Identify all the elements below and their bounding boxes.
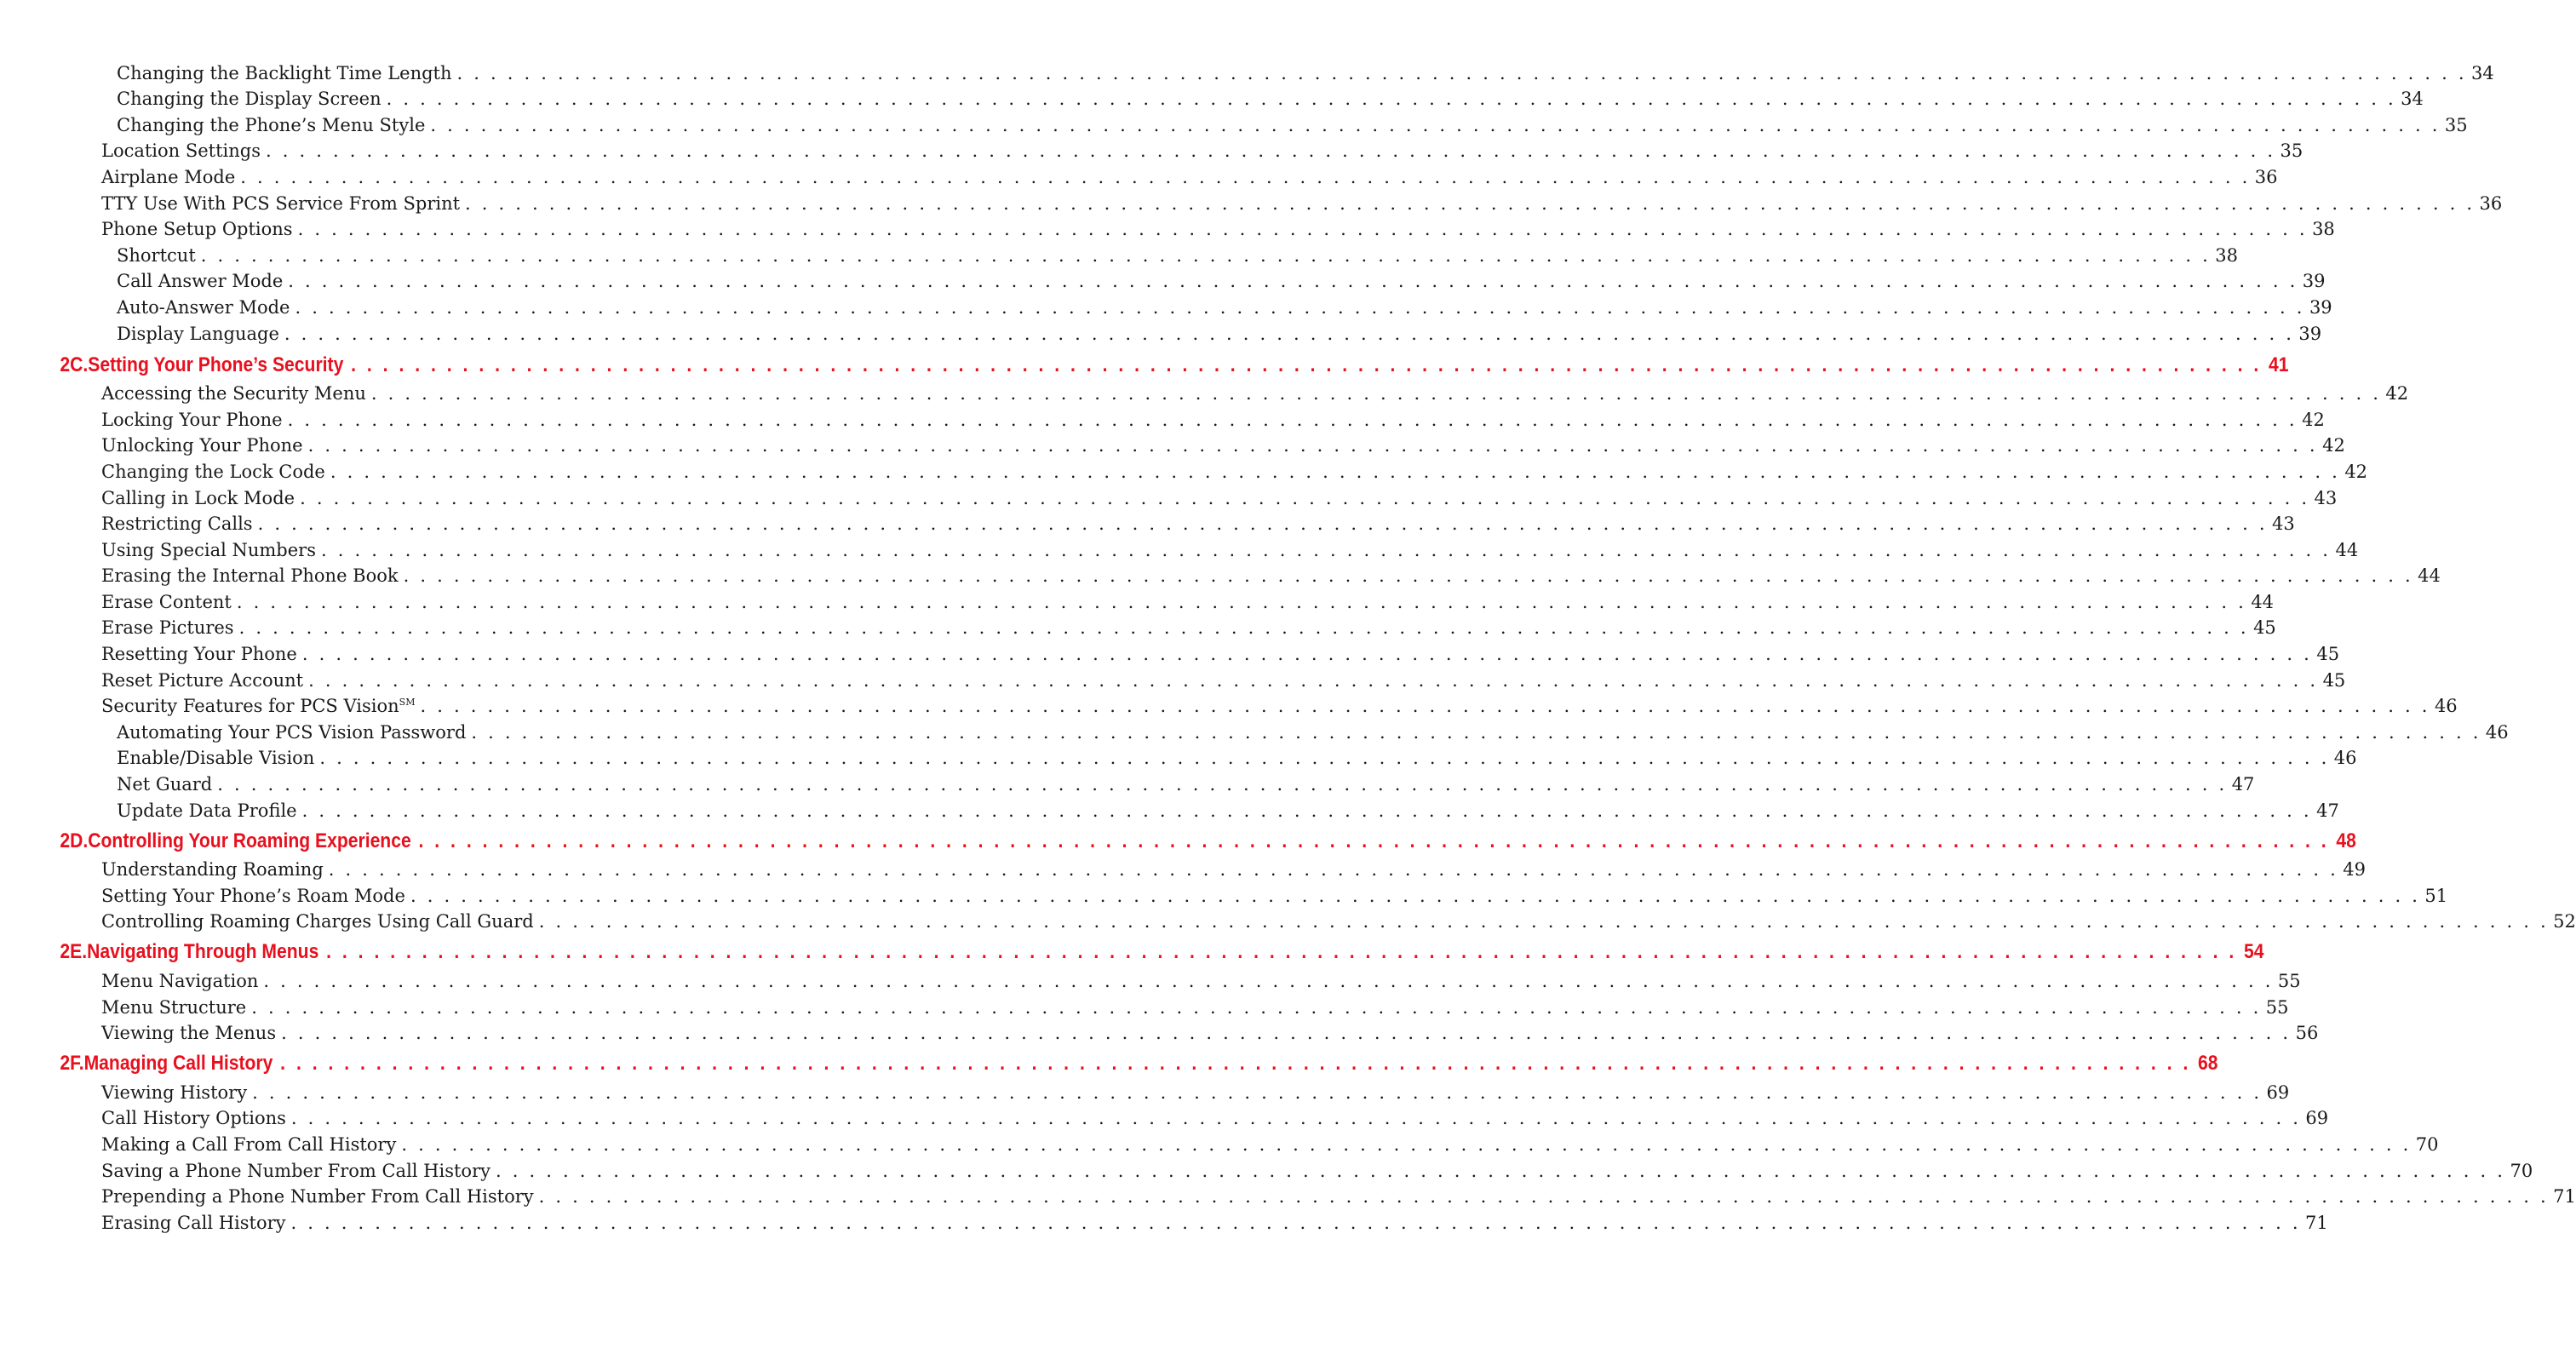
toc-subentry[interactable] <box>0 320 2322 347</box>
dot-leader: . . . . . . . . . . . . . . . . . . . . . . . . . . . . . . . . . . . . . . . . . . . . . . . . . . . . . . . . . . . . . . . . . . . . . . . . . . . . . . . . . . . . . . . . . . . . . . . . . . . . . . . . . . . . . . . . . . . . . . . . <box>403 565 2413 587</box>
toc-entry-title <box>117 800 297 821</box>
dot-leader: . . . . . . . . . . . . . . . . . . . . . . . . . . . . . . . . . . . . . . . . . . . . . . . . . . . . . . . . . . . . . . . . . . . . . . . . . . . . . . . . . . . . . . . . . . . . . . . . . . . . . . . . . . . . . . . . . . . . . . . . <box>319 748 2330 769</box>
dot-leader: . . . . . . . . . . . . . . . . . . . . . . . . . . . . . . . . . . . . . . . . . . . . . . . . . . . . . . . . . . . . . . . . . . . . . . . . . . . . . . . . . . . . . . . . . . . . . . . . . . . . . . . . . . . . . . . . . . . . . . . . <box>280 1052 2191 1076</box>
toc-section-heading[interactable] <box>0 350 2289 381</box>
section-number: 2D. <box>60 829 89 852</box>
toc-entry-title-text: Resetting Your Phone <box>101 644 297 665</box>
toc-entry-title <box>101 410 283 430</box>
toc-entry-title-text: Changing the Phone’s Menu Style <box>117 114 426 135</box>
dot-leader: . . . . . . . . . . . . . . . . . . . . . . . . . . . . . . . . . . . . . . . . . . . . . . . . . . . . . . . . . . . . . . . . . . . . . . . . . . . . . . . . . . . . . . . . . . . . . . . . . . . . . . . . . . . . . . . . . . . . . . . . <box>252 1081 2263 1103</box>
toc-entry-title <box>101 540 316 560</box>
toc-entry[interactable] <box>0 615 2276 641</box>
toc-entry-title-text: Reset Picture Account <box>101 669 304 691</box>
dot-leader: . . . . . . . . . . . . . . . . . . . . . . . . . . . . . . . . . . . . . . . . . . . . . . . . . . . . . . . . . . . . . . . . . . . . . . . . . . . . . . . . . . . . . . . . . . . . . . . . . . . . . . . . . . . . . . . . . . . . . . . . <box>326 940 2237 964</box>
page-number: 42 <box>2322 435 2345 456</box>
toc-entry-title <box>101 513 253 534</box>
toc-entry-title-text: Making a Call From Call History <box>101 1133 397 1155</box>
page-number: 45 <box>2316 644 2340 665</box>
toc-entry[interactable] <box>0 536 2359 563</box>
toc-section-heading[interactable] <box>0 1048 2218 1079</box>
toc-entry[interactable] <box>0 485 2338 511</box>
toc-entry[interactable] <box>0 857 2366 883</box>
toc-entry-title <box>117 115 425 135</box>
dot-leader: . . . . . . . . . . . . . . . . . . . . . . . . . . . . . . . . . . . . . . . . . . . . . . . . . . . . . . . . . . . . . . . . . . . . . . . . . . . . . . . . . . . . . . . . . . . . . . . . . . . . . . . . . . . . . . . . . . . . . . . . <box>238 617 2249 639</box>
page-number: 38 <box>2215 244 2238 266</box>
page-number: 43 <box>2272 513 2295 535</box>
dot-leader: . . . . . . . . . . . . . . . . . . . . . . . . . . . . . . . . . . . . . . . . . . . . . . . . . . . . . . . . . . . . . . . . . . . . . . . . . . . . . . . . . . . . . . . . . . . . . . . . . . . . . . . . . . . . . . . . . . . . . . . . <box>297 219 2308 240</box>
toc-entry[interactable] <box>0 511 2295 537</box>
page-number: 42 <box>2385 383 2409 404</box>
page-number: 36 <box>2479 192 2503 214</box>
dot-leader: . . . . . . . . . . . . . . . . . . . . . . . . . . . . . . . . . . . . . . . . . . . . . . . . . . . . . . . . . . . . . . . . . . . . . . . . . . . . . . . . . . . . . . . . . . . . . . . . . . . . . . . . . . . . . . . . . . . . . . . . <box>300 487 2310 508</box>
page-number: 54 <box>2243 940 2264 964</box>
toc-entry-title <box>101 462 325 482</box>
page-number: 44 <box>2251 591 2275 612</box>
toc-entry-title-text: Net Guard <box>117 774 213 795</box>
toc-entry-title <box>101 141 261 161</box>
page-number: 70 <box>2510 1160 2533 1181</box>
toc-entry-title-text: Setting Your Phone’s Roam Mode <box>101 885 405 906</box>
toc-entry-title <box>101 997 246 1018</box>
toc-entry-title-text: Calling in Lock Mode <box>101 487 295 508</box>
page-number: 45 <box>2253 617 2276 639</box>
toc-entry-title-text: Managing Call History <box>83 1052 273 1076</box>
page-number: 47 <box>2316 800 2339 821</box>
toc-entry-title-text: Locking Your Phone <box>101 409 283 430</box>
page-number: 39 <box>2298 323 2322 344</box>
toc-entry-title <box>117 63 452 83</box>
toc-entry-title <box>101 617 234 638</box>
toc-subentry[interactable] <box>0 60 2494 86</box>
dot-leader: . . . . . . . . . . . . . . . . . . . . . . . . . . . . . . . . . . . . . . . . . . . . . . . . . . . . . . . . . . . . . . . . . . . . . . . . . . . . . . . . . . . . . . . . . . . . . . . . . . . . . . . . . . . . . . . . . . . . . . . . <box>456 62 2467 83</box>
dot-leader: . . . . . . . . . . . . . . . . . . . . . . . . . . . . . . . . . . . . . . . . . . . . . . . . . . . . . . . . . . . . . . . . . . . . . . . . . . . . . . . . . . . . . . . . . . . . . . . . . . . . . . . . . . . . . . . . . . . . . . . . <box>410 885 2421 906</box>
toc-subentry[interactable] <box>0 268 2326 295</box>
toc-entry[interactable] <box>0 563 2441 589</box>
page-number: 55 <box>2265 996 2289 1018</box>
toc-entry-title-text: Auto-Answer Mode <box>117 296 290 318</box>
toc-entry-title <box>101 592 232 612</box>
page-number: 69 <box>2305 1108 2329 1129</box>
toc-subentry[interactable] <box>0 112 2468 138</box>
toc-entry-title-text: Changing the Display Screen <box>117 89 382 110</box>
toc-entry[interactable] <box>0 588 2275 615</box>
toc-subentry[interactable] <box>0 86 2424 112</box>
toc-entry-title-text: Erasing Call History <box>101 1212 286 1233</box>
toc-entry-title-text: Shortcut <box>117 244 196 266</box>
toc-entry-title-text: Viewing the Menus <box>101 1023 277 1044</box>
toc-entry-title-text: Restricting Calls <box>101 513 253 535</box>
toc-entry-title <box>101 696 415 716</box>
toc-entry-title <box>117 297 290 318</box>
page-number: 47 <box>2231 774 2255 795</box>
section-number: 2C. <box>60 353 89 376</box>
page-number: 44 <box>2335 539 2359 560</box>
toc-entry[interactable] <box>0 967 2301 994</box>
toc-subentry[interactable] <box>0 797 2339 823</box>
dot-leader: . . . . . . . . . . . . . . . . . . . . . . . . . . . . . . . . . . . . . . . . . . . . . . . . . . . . . . . . . . . . . . . . . . . . . . . . . . . . . . . . . . . . . . . . . . . . . . . . . . . . . . . . . . . . . . . . . . . . . . . . <box>307 435 2318 456</box>
dot-leader: . . . . . . . . . . . . . . . . . . . . . . . . . . . . . . . . . . . . . . . . . . . . . . . . . . . . . . . . . . . . . . . . . . . . . . . . . . . . . . . . . . . . . . . . . . . . . . . . . . . . . . . . . . . . . . . . . . . . . . . . <box>430 114 2441 135</box>
dot-leader: . . . . . . . . . . . . . . . . . . . . . . . . . . . . . . . . . . . . . . . . . . . . . . . . . . . . . . . . . . . . . . . . . . . . . . . . . . . . . . . . . . . . . . . . . . . . . . . . . . . . . . . . . . . . . . . . . . . . . . . . <box>370 383 2382 404</box>
toc-entry-title-text: Erase Pictures <box>101 617 234 639</box>
dot-leader: . . . . . . . . . . . . . . . . . . . . . . . . . . . . . . . . . . . . . . . . . . . . . . . . . . . . . . . . . . . . . . . . . . . . . . . . . . . . . . . . . . . . . . . . . . . . . . . . . . . . . . . . . . . . . . . . . . . . . . . . <box>236 591 2247 612</box>
dot-leader: . . . . . . . . . . . . . . . . . . . . . . . . . . . . . . . . . . . . . . . . . . . . . . . . . . . . . . . . . . . . . . . . . . . . . . . . . . . . . . . . . . . . . . . . . . . . . . . . . . . . . . . . . . . . . . . . . . . . . . . . <box>420 696 2430 717</box>
toc-entry-title-text: Changing the Lock Code <box>101 461 325 482</box>
page-number: 42 <box>2344 461 2368 482</box>
page-number: 39 <box>2302 271 2326 292</box>
dot-leader: . . . . . . . . . . . . . . . . . . . . . . . . . . . . . . . . . . . . . . . . . . . . . . . . . . . . . . . . . . . . . . . . . . . . . . . . . . . . . . . . . . . . . . . . . . . . . . . . . . . . . . . . . . . . . . . . . . . . . . . . <box>538 911 2549 932</box>
page-number: 36 <box>2254 166 2278 187</box>
toc-entry[interactable] <box>0 640 2340 667</box>
toc-entry-title-text: TTY Use With PCS Service From Sprint <box>101 192 461 214</box>
dot-leader: . . . . . . . . . . . . . . . . . . . . . . . . . . . . . . . . . . . . . . . . . . . . . . . . . . . . . . . . . . . . . . . . . . . . . . . . . . . . . . . . . . . . . . . . . . . . . . . . . . . . . . . . . . . . . . . . . . . . . . . . <box>301 644 2313 665</box>
page-number: 70 <box>2415 1133 2439 1155</box>
toc-entry-title <box>117 722 466 743</box>
toc-entry-title <box>101 644 297 664</box>
toc-entry-title <box>101 1186 534 1207</box>
toc-entry-title <box>101 219 293 239</box>
dot-leader: . . . . . . . . . . . . . . . . . . . . . . . . . . . . . . . . . . . . . . . . . . . . . . . . . . . . . . . . . . . . . . . . . . . . . . . . . . . . . . . . . . . . . . . . . . . . . . . . . . . . . . . . . . . . . . . . . . . . . . . . <box>538 1186 2549 1208</box>
toc-entry-title-text: Automating Your PCS Vision Password <box>117 721 467 743</box>
dot-leader: . . . . . . . . . . . . . . . . . . . . . . . . . . . . . . . . . . . . . . . . . . . . . . . . . . . . . . . . . . . . . . . . . . . . . . . . . . . . . . . . . . . . . . . . . . . . . . . . . . . . . . . . . . . . . . . . . . . . . . . . <box>281 1023 2292 1044</box>
page-number: 48 <box>2336 829 2356 852</box>
dot-leader: . . . . . . . . . . . . . . . . . . . . . . . . . . . . . . . . . . . . . . . . . . . . . . . . . . . . . . . . . . . . . . . . . . . . . . . . . . . . . . . . . . . . . . . . . . . . . . . . . . . . . . . . . . . . . . . . . . . . . . . . <box>240 166 2251 187</box>
toc-entry[interactable] <box>0 1020 2319 1047</box>
toc-entry[interactable] <box>0 406 2325 433</box>
dot-leader: . . . . . . . . . . . . . . . . . . . . . . . . . . . . . . . . . . . . . . . . . . . . . . . . . . . . . . . . . . . . . . . . . . . . . . . . . . . . . . . . . . . . . . . . . . . . . . . . . . . . . . . . . . . . . . . . . . . . . . . . <box>418 829 2330 852</box>
toc-entry[interactable] <box>0 164 2278 190</box>
toc-entry-title <box>117 748 314 768</box>
toc-entry-title <box>84 1052 273 1076</box>
page-number: 34 <box>2470 62 2494 83</box>
toc-entry[interactable] <box>0 994 2289 1020</box>
toc-entry-title-text: Enable/Disable Vision <box>117 748 315 769</box>
page-number: 71 <box>2553 1186 2576 1208</box>
dot-leader: . . . . . . . . . . . . . . . . . . . . . . . . . . . . . . . . . . . . . . . . . . . . . . . . . . . . . . . . . . . . . . . . . . . . . . . . . . . . . . . . . . . . . . . . . . . . . . . . . . . . . . . . . . . . . . . . . . . . . . . . <box>288 271 2298 292</box>
toc-entry-title <box>101 1108 286 1128</box>
page-number: 42 <box>2302 409 2325 430</box>
section-number: 2E. <box>60 940 88 964</box>
dot-leader: . . . . . . . . . . . . . . . . . . . . . . . . . . . . . . . . . . . . . . . . . . . . . . . . . . . . . . . . . . . . . . . . . . . . . . . . . . . . . . . . . . . . . . . . . . . . . . . . . . . . . . . . . . . . . . . . . . . . . . . . <box>284 323 2295 344</box>
toc-entry-title <box>101 435 303 456</box>
toc-entry[interactable] <box>0 882 2448 909</box>
service-mark: SM <box>399 697 416 709</box>
toc-entry[interactable] <box>0 1105 2329 1132</box>
dot-leader: . . . . . . . . . . . . . . . . . . . . . . . . . . . . . . . . . . . . . . . . . . . . . . . . . . . . . . . . . . . . . . . . . . . . . . . . . . . . . . . . . . . . . . . . . . . . . . . . . . . . . . . . . . . . . . . . . . . . . . . . <box>308 669 2319 691</box>
dot-leader: . . . . . . . . . . . . . . . . . . . . . . . . . . . . . . . . . . . . . . . . . . . . . . . . . . . . . . . . . . . . . . . . . . . . . . . . . . . . . . . . . . . . . . . . . . . . . . . . . . . . . . . . . . . . . . . . . . . . . . . . <box>295 296 2305 318</box>
toc-entry-title <box>101 383 366 404</box>
toc-entry-title-text: Understanding Roaming <box>101 859 324 881</box>
toc-entry-title <box>101 971 258 991</box>
toc-entry-title-text: Menu Structure <box>101 996 247 1018</box>
page-number: 41 <box>2269 353 2289 376</box>
toc-entry[interactable] <box>0 667 2346 693</box>
toc-entry-title-text: Erasing the Internal Phone Book <box>101 565 399 587</box>
toc-entry-title-text: Navigating Through Menus <box>87 940 319 964</box>
toc-subentry[interactable] <box>0 771 2255 797</box>
toc-entry[interactable] <box>0 1157 2533 1184</box>
toc-entry-title-text: Accessing the Security Menu <box>101 383 366 404</box>
toc-entry-title <box>101 1023 276 1043</box>
toc-entry[interactable] <box>0 693 2458 720</box>
toc-entry-title <box>117 324 279 344</box>
toc-entry-title-text: Update Data Profile <box>117 800 297 821</box>
toc-entry-title-text: Security Features for PCS Vision <box>101 696 399 717</box>
dot-leader: . . . . . . . . . . . . . . . . . . . . . . . . . . . . . . . . . . . . . . . . . . . . . . . . . . . . . . . . . . . . . . . . . . . . . . . . . . . . . . . . . . . . . . . . . . . . . . . . . . . . . . . . . . . . . . . . . . . . . . . . <box>330 461 2341 482</box>
toc-entry-title-text: Unlocking Your Phone <box>101 435 303 456</box>
toc-entry[interactable] <box>0 1131 2439 1157</box>
toc-entry-title <box>101 886 405 906</box>
toc-entry[interactable] <box>0 190 2503 216</box>
toc-subentry[interactable] <box>0 719 2509 745</box>
toc-entry-title-text: Controlling Roaming Charges Using Call Guard <box>101 911 534 932</box>
page-number: 39 <box>2309 296 2332 318</box>
toc-entry-title-text: Using Special Numbers <box>101 539 316 560</box>
toc-subentry[interactable] <box>0 294 2332 320</box>
toc-entry[interactable] <box>0 909 2576 935</box>
page-number: 55 <box>2277 971 2301 991</box>
toc-entry-title <box>101 859 324 880</box>
toc-entry-title <box>101 488 295 508</box>
dot-leader: . . . . . . . . . . . . . . . . . . . . . . . . . . . . . . . . . . . . . . . . . . . . . . . . . . . . . . . . . . . . . . . . . . . . . . . . . . . . . . . . . . . . . . . . . . . . . . . . . . . . . . . . . . . . . . . . . . . . . . . . <box>200 244 2211 266</box>
toc-entry-title <box>117 774 212 795</box>
dot-leader: . . . . . . . . . . . . . . . . . . . . . . . . . . . . . . . . . . . . . . . . . . . . . . . . . . . . . . . . . . . . . . . . . . . . . . . . . . . . . . . . . . . . . . . . . . . . . . . . . . . . . . . . . . . . . . . . . . . . . . . . <box>320 539 2332 560</box>
toc-entry[interactable] <box>0 216 2335 243</box>
toc-entry-title <box>101 167 235 187</box>
toc-entry-title-text: Display Language <box>117 323 279 344</box>
toc-entry-title-text: Phone Setup Options <box>101 219 293 240</box>
toc-entry-title-text: Controlling Your Roaming Experience <box>88 829 411 852</box>
toc-entry-title-text: Prepending a Phone Number From Call History <box>101 1186 534 1208</box>
dot-leader: . . . . . . . . . . . . . . . . . . . . . . . . . . . . . . . . . . . . . . . . . . . . . . . . . . . . . . . . . . . . . . . . . . . . . . . . . . . . . . . . . . . . . . . . . . . . . . . . . . . . . . . . . . . . . . . . . . . . . . . . <box>257 513 2268 535</box>
dot-leader: . . . . . . . . . . . . . . . . . . . . . . . . . . . . . . . . . . . . . . . . . . . . . . . . . . . . . . . . . . . . . . . . . . . . . . . . . . . . . . . . . . . . . . . . . . . . . . . . . . . . . . . . . . . . . . . . . . . . . . . . <box>251 996 2262 1018</box>
toc-entry[interactable] <box>0 138 2303 164</box>
toc-entry-title <box>87 940 318 964</box>
toc-entry-title-text: Menu Navigation <box>101 971 259 991</box>
page-number: 52 <box>2553 911 2576 932</box>
page-number: 69 <box>2266 1081 2290 1103</box>
toc-entry-title-text: Call Answer Mode <box>117 271 284 292</box>
page-number: 46 <box>2485 721 2509 743</box>
page-number: 56 <box>2295 1023 2319 1044</box>
toc-entry-title <box>101 670 303 691</box>
toc-entry-title <box>101 1161 491 1181</box>
dot-leader: . . . . . . . . . . . . . . . . . . . . . . . . . . . . . . . . . . . . . . . . . . . . . . . . . . . . . . . . . . . . . . . . . . . . . . . . . . . . . . . . . . . . . . . . . . . . . . . . . . . . . . . . . . . . . . . . . . . . . . . . <box>471 721 2481 743</box>
toc-entry-title <box>88 829 410 853</box>
toc-entry-title-text: Viewing History <box>101 1081 248 1103</box>
dot-leader: . . . . . . . . . . . . . . . . . . . . . . . . . . . . . . . . . . . . . . . . . . . . . . . . . . . . . . . . . . . . . . . . . . . . . . . . . . . . . . . . . . . . . . . . . . . . . . . . . . . . . . . . . . . . . . . . . . . . . . . . <box>266 141 2276 162</box>
section-number: 2F. <box>60 1052 84 1076</box>
toc-entry-title-text: Changing the Backlight Time Length <box>117 62 452 83</box>
toc-entry-title <box>101 1082 247 1103</box>
page-number: 46 <box>2333 748 2357 769</box>
toc-entry-title-text: Erase Content <box>101 591 232 612</box>
toc-entry-title-text: Saving a Phone Number From Call History <box>101 1160 491 1181</box>
page-number: 45 <box>2322 669 2346 691</box>
dot-leader: . . . . . . . . . . . . . . . . . . . . . . . . . . . . . . . . . . . . . . . . . . . . . . . . . . . . . . . . . . . . . . . . . . . . . . . . . . . . . . . . . . . . . . . . . . . . . . . . . . . . . . . . . . . . . . . . . . . . . . . . <box>328 859 2338 881</box>
toc-entry-title <box>117 89 382 109</box>
toc-section-heading[interactable] <box>0 826 2356 857</box>
toc-entry[interactable] <box>0 433 2345 459</box>
toc-entry-title-text: Setting Your Phone’s Security <box>88 353 344 376</box>
dot-leader: . . . . . . . . . . . . . . . . . . . . . . . . . . . . . . . . . . . . . . . . . . . . . . . . . . . . . . . . . . . . . . . . . . . . . . . . . . . . . . . . . . . . . . . . . . . . . . . . . . . . . . . . . . . . . . . . . . . . . . . . <box>401 1133 2412 1155</box>
page-number: 68 <box>2198 1052 2218 1076</box>
toc-section-heading[interactable] <box>0 937 2264 967</box>
dot-leader: . . . . . . . . . . . . . . . . . . . . . . . . . . . . . . . . . . . . . . . . . . . . . . . . . . . . . . . . . . . . . . . . . . . . . . . . . . . . . . . . . . . . . . . . . . . . . . . . . . . . . . . . . . . . . . . . . . . . . . . . <box>465 192 2476 214</box>
page-number: 51 <box>2424 885 2448 906</box>
dot-leader: . . . . . . . . . . . . . . . . . . . . . . . . . . . . . . . . . . . . . . . . . . . . . . . . . . . . . . . . . . . . . . . . . . . . . . . . . . . . . . . . . . . . . . . . . . . . . . . . . . . . . . . . . . . . . . . . . . . . . . . . <box>290 1212 2301 1233</box>
table-of-contents <box>0 60 2576 1236</box>
toc-entry-title <box>101 565 399 586</box>
toc-entry-title <box>117 245 196 266</box>
dot-leader: . . . . . . . . . . . . . . . . . . . . . . . . . . . . . . . . . . . . . . . . . . . . . . . . . . . . . . . . . . . . . . . . . . . . . . . . . . . . . . . . . . . . . . . . . . . . . . . . . . . . . . . . . . . . . . . . . . . . . . . . <box>301 800 2312 821</box>
dot-leader: . . . . . . . . . . . . . . . . . . . . . . . . . . . . . . . . . . . . . . . . . . . . . . . . . . . . . . . . . . . . . . . . . . . . . . . . . . . . . . . . . . . . . . . . . . . . . . . . . . . . . . . . . . . . . . . . . . . . . . . . <box>351 353 2262 376</box>
page-number: 44 <box>2418 565 2441 587</box>
dot-leader: . . . . . . . . . . . . . . . . . . . . . . . . . . . . . . . . . . . . . . . . . . . . . . . . . . . . . . . . . . . . . . . . . . . . . . . . . . . . . . . . . . . . . . . . . . . . . . . . . . . . . . . . . . . . . . . . . . . . . . . . <box>290 1108 2302 1129</box>
toc-entry[interactable] <box>0 458 2368 485</box>
toc-entry[interactable] <box>0 1184 2576 1210</box>
page-number: 34 <box>2401 89 2424 110</box>
page-number: 38 <box>2312 219 2335 240</box>
toc-entry-title-text: Airplane Mode <box>101 166 236 187</box>
page-number: 71 <box>2304 1212 2328 1233</box>
toc-subentry[interactable] <box>0 745 2357 772</box>
dot-leader: . . . . . . . . . . . . . . . . . . . . . . . . . . . . . . . . . . . . . . . . . . . . . . . . . . . . . . . . . . . . . . . . . . . . . . . . . . . . . . . . . . . . . . . . . . . . . . . . . . . . . . . . . . . . . . . . . . . . . . . . <box>217 774 2228 795</box>
toc-entry[interactable] <box>0 1079 2290 1105</box>
toc-entry-title <box>88 353 343 377</box>
toc-entry-title <box>117 271 283 291</box>
page-number: 35 <box>2280 141 2303 162</box>
dot-leader: . . . . . . . . . . . . . . . . . . . . . . . . . . . . . . . . . . . . . . . . . . . . . . . . . . . . . . . . . . . . . . . . . . . . . . . . . . . . . . . . . . . . . . . . . . . . . . . . . . . . . . . . . . . . . . . . . . . . . . . . <box>263 971 2274 991</box>
dot-leader: . . . . . . . . . . . . . . . . . . . . . . . . . . . . . . . . . . . . . . . . . . . . . . . . . . . . . . . . . . . . . . . . . . . . . . . . . . . . . . . . . . . . . . . . . . . . . . . . . . . . . . . . . . . . . . . . . . . . . . . . <box>386 89 2396 110</box>
toc-entry-title <box>101 1213 286 1233</box>
toc-entry-title <box>101 1134 396 1155</box>
toc-subentry[interactable] <box>0 242 2238 268</box>
toc-entry-title-text: Call History Options <box>101 1108 286 1129</box>
page-number: 46 <box>2434 696 2458 717</box>
toc-entry[interactable] <box>0 381 2409 407</box>
dot-leader: . . . . . . . . . . . . . . . . . . . . . . . . . . . . . . . . . . . . . . . . . . . . . . . . . . . . . . . . . . . . . . . . . . . . . . . . . . . . . . . . . . . . . . . . . . . . . . . . . . . . . . . . . . . . . . . . . . . . . . . . <box>287 409 2298 430</box>
dot-leader: . . . . . . . . . . . . . . . . . . . . . . . . . . . . . . . . . . . . . . . . . . . . . . . . . . . . . . . . . . . . . . . . . . . . . . . . . . . . . . . . . . . . . . . . . . . . . . . . . . . . . . . . . . . . . . . . . . . . . . . . <box>495 1160 2506 1181</box>
toc-entry-title <box>101 911 534 932</box>
page-number: 35 <box>2444 114 2468 135</box>
page-number: 43 <box>2314 487 2338 508</box>
toc-entry[interactable] <box>0 1209 2328 1236</box>
toc-entry-title <box>101 193 460 214</box>
toc-entry-title-text: Location Settings <box>101 141 261 162</box>
page-number: 49 <box>2343 859 2366 881</box>
